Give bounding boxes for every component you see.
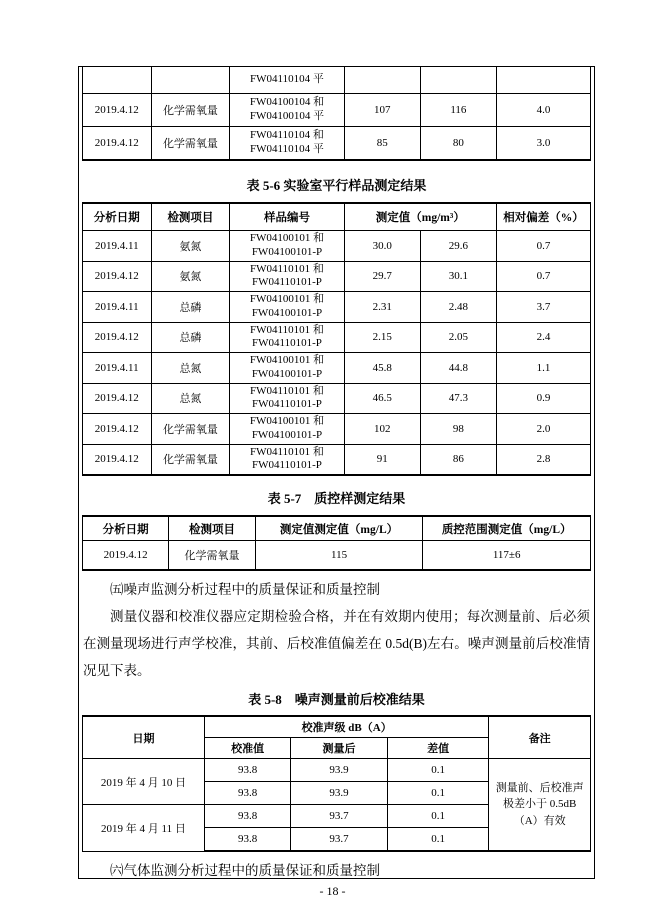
sample-line: FW04110101 和 xyxy=(250,445,324,458)
sample-id-cell xyxy=(230,94,344,127)
deviation-cell: 2.4 xyxy=(496,322,590,353)
table-row xyxy=(83,292,591,323)
date-cell: 2019.4.11 xyxy=(83,353,152,384)
cal-value-cell: 93.8 xyxy=(204,828,290,852)
difference-cell: 0.1 xyxy=(387,759,489,782)
col-header-date: 分析日期 xyxy=(83,203,152,231)
sample-id-cell xyxy=(230,322,344,353)
table-header-row xyxy=(83,516,591,541)
table-row xyxy=(83,414,591,445)
table-row xyxy=(83,231,591,262)
sample-line: FW04100101-P xyxy=(251,306,323,319)
sample-id-cell xyxy=(230,127,344,161)
table-row xyxy=(83,759,591,782)
date-cell xyxy=(83,67,152,94)
value-cell: 98 xyxy=(420,414,496,445)
value-cell: 45.8 xyxy=(344,353,420,384)
table-5-6-title: 表 5-6 实验室平行样品测定结果 xyxy=(246,178,427,193)
qc-range-cell: 117±6 xyxy=(423,541,591,571)
sample-line: FW04110104 和 xyxy=(250,129,324,142)
sample-line: FW04110101 和 xyxy=(250,323,324,336)
col-header-calibration-group: 校准声级 dB（A） xyxy=(204,716,488,738)
item-cell: 总氮 xyxy=(151,353,230,384)
after-measure-cell: 93.7 xyxy=(291,805,388,828)
table-5-8 xyxy=(82,715,591,852)
item-cell: 氨氮 xyxy=(151,231,230,262)
deviation-cell: 2.0 xyxy=(496,414,590,445)
sample-line: FW04110104 平 xyxy=(250,143,324,155)
deviation-cell: 1.1 xyxy=(496,353,590,384)
value-cell: 29.6 xyxy=(420,231,496,262)
deviation-cell: 0.7 xyxy=(496,231,590,262)
cal-value-cell: 93.8 xyxy=(204,805,290,828)
table-5-6 xyxy=(82,202,591,476)
item-cell: 化学需氧量 xyxy=(151,94,230,127)
sample-line: FW04100101-P xyxy=(251,367,323,380)
table-row xyxy=(83,127,591,161)
paragraph-gas-qa-heading: ㈥气体监测分析过程中的质量保证和质量控制 xyxy=(110,863,380,878)
value-cell: 85 xyxy=(344,127,420,161)
sample-line: FW04110101 和 xyxy=(250,262,324,275)
sample-line: FW04110104 平 xyxy=(250,73,324,86)
after-measure-cell: 93.9 xyxy=(291,782,388,805)
sample-id-cell xyxy=(230,414,344,445)
sample-id-cell xyxy=(230,383,344,414)
table-row xyxy=(83,261,591,292)
value-cell: 46.5 xyxy=(344,383,420,414)
sample-line: FW04100101 和 xyxy=(249,293,325,305)
date-cell: 2019.4.11 xyxy=(83,231,152,262)
sample-line: FW04100104 和 xyxy=(249,96,325,109)
after-measure-cell: 93.7 xyxy=(291,828,388,852)
sample-id-cell xyxy=(230,292,344,323)
value-cell: 102 xyxy=(344,414,420,445)
remark-cell: 测量前、后校准声极差小于 0.5dB（A）有效 xyxy=(489,759,591,852)
item-cell: 总磷 xyxy=(151,292,230,323)
col-header-measured: 测定值测定值（mg/L） xyxy=(255,516,423,541)
date-cell: 2019.4.12 xyxy=(83,261,152,292)
item-cell: 化学需氧量 xyxy=(169,541,255,571)
date-cell: 2019.4.12 xyxy=(83,383,152,414)
value-cell: 30.0 xyxy=(344,231,420,262)
deviation-cell: 0.7 xyxy=(496,261,590,292)
cal-value-cell: 93.8 xyxy=(204,759,290,782)
measured-value-cell: 115 xyxy=(255,541,423,571)
sample-line: FW04110101-P xyxy=(252,276,322,289)
table-5-8-title: 表 5-8 噪声测量前后校准结果 xyxy=(248,692,425,707)
date-cell: 2019.4.12 xyxy=(83,541,169,571)
sample-id-cell xyxy=(230,261,344,292)
sample-line: FW04100101 和 xyxy=(249,232,325,244)
item-cell xyxy=(151,67,230,94)
date-cell: 2019 年 4 月 11 日 xyxy=(83,805,205,852)
col-header-value: 测定值（mg/m³） xyxy=(344,203,496,231)
sample-id-cell xyxy=(230,444,344,475)
col-header-after-measure: 测量后 xyxy=(291,738,388,759)
date-cell: 2019.4.12 xyxy=(83,444,152,475)
value-cell: 44.8 xyxy=(420,353,496,384)
item-cell: 化学需氧量 xyxy=(151,414,230,445)
sample-line: FW04100101-P xyxy=(251,428,323,441)
sample-line: FW04110101 和 xyxy=(250,384,324,397)
date-cell: 2019.4.11 xyxy=(83,292,152,323)
value-cell: 29.7 xyxy=(344,261,420,292)
paragraph-noise-qa-heading: ㈤噪声监测分析过程中的质量保证和质量控制 xyxy=(110,582,380,597)
value-cell xyxy=(344,67,420,94)
col-header-remark: 备注 xyxy=(489,716,591,759)
after-measure-cell: 93.9 xyxy=(291,759,388,782)
value-cell: 116 xyxy=(420,94,496,127)
sample-line: FW04100101-P xyxy=(251,245,323,258)
value-cell: 86 xyxy=(420,444,496,475)
sample-id-cell xyxy=(230,353,344,384)
col-header-range: 质控范围测定值（mg/L） xyxy=(423,516,591,541)
value-cell: 47.3 xyxy=(420,383,496,414)
item-cell: 总氮 xyxy=(151,383,230,414)
table-row xyxy=(83,322,591,353)
table-header-row xyxy=(83,716,591,738)
col-header-item: 检测项目 xyxy=(169,516,255,541)
difference-cell: 0.1 xyxy=(387,805,489,828)
table-row xyxy=(83,67,591,94)
value-cell: 91 xyxy=(344,444,420,475)
sample-id-cell xyxy=(230,231,344,262)
date-cell: 2019.4.12 xyxy=(83,94,152,127)
page-frame xyxy=(78,66,595,879)
deviation-cell: 0.9 xyxy=(496,383,590,414)
table-5-7-title: 表 5-7 质控样测定结果 xyxy=(267,491,406,506)
table-row xyxy=(83,541,591,571)
sample-line: FW04110101-P xyxy=(252,337,322,350)
sample-id-cell xyxy=(230,67,344,94)
table-row xyxy=(83,444,591,475)
date-cell: 2019.4.12 xyxy=(83,414,152,445)
sample-line: FW04100104 平 xyxy=(249,110,325,122)
difference-cell: 0.1 xyxy=(387,828,489,852)
table-row xyxy=(83,353,591,384)
item-cell: 化学需氧量 xyxy=(151,444,230,475)
cal-value-cell: 93.8 xyxy=(204,782,290,805)
value-cell: 2.05 xyxy=(420,322,496,353)
value-cell xyxy=(420,67,496,94)
table-row xyxy=(83,94,591,127)
date-cell: 2019.4.12 xyxy=(83,127,152,161)
value-cell: 2.15 xyxy=(344,322,420,353)
col-header-difference: 差值 xyxy=(387,738,489,759)
col-header-cal-value: 校准值 xyxy=(204,738,290,759)
table-row xyxy=(83,383,591,414)
value-cell: 107 xyxy=(344,94,420,127)
col-header-date: 分析日期 xyxy=(83,516,169,541)
sample-line: FW04100101 和 xyxy=(249,354,325,366)
sample-line: FW04100101 和 xyxy=(249,415,325,427)
date-cell: 2019.4.12 xyxy=(83,322,152,353)
table-continuation xyxy=(82,67,591,161)
value-cell: 2.31 xyxy=(344,292,420,323)
difference-cell: 0.1 xyxy=(387,782,489,805)
deviation-cell: 2.8 xyxy=(496,444,590,475)
table-5-7 xyxy=(82,515,591,571)
table-header-row xyxy=(83,203,591,231)
sample-line: FW04110101-P xyxy=(252,398,322,411)
value-cell: 2.48 xyxy=(420,292,496,323)
value-cell: 30.1 xyxy=(420,261,496,292)
deviation-cell xyxy=(496,67,590,94)
col-header-deviation: 相对偏差（%） xyxy=(496,203,590,231)
col-header-item: 检测项目 xyxy=(151,203,230,231)
paragraph-noise-qa-body: 测量仪器和校准仪器应定期检验合格，并在有效期内使用；每次测量前、后必须在测量现场进行声学校准，其前、后校准值偏差在 0.5d(B)左右。噪声测量前后校准情况见下表。 xyxy=(83,609,590,678)
value-cell: 80 xyxy=(420,127,496,161)
deviation-cell: 3.7 xyxy=(496,292,590,323)
deviation-cell: 4.0 xyxy=(496,94,590,127)
item-cell: 总磷 xyxy=(151,322,230,353)
item-cell: 化学需氧量 xyxy=(151,127,230,161)
col-header-sample: 样品编号 xyxy=(230,203,344,231)
date-cell: 2019 年 4 月 10 日 xyxy=(83,759,205,805)
deviation-cell: 3.0 xyxy=(496,127,590,161)
page-number: - 18 - xyxy=(319,884,346,898)
sample-line: FW04110101-P xyxy=(252,459,322,472)
col-header-date: 日期 xyxy=(83,716,205,759)
item-cell: 氨氮 xyxy=(151,261,230,292)
